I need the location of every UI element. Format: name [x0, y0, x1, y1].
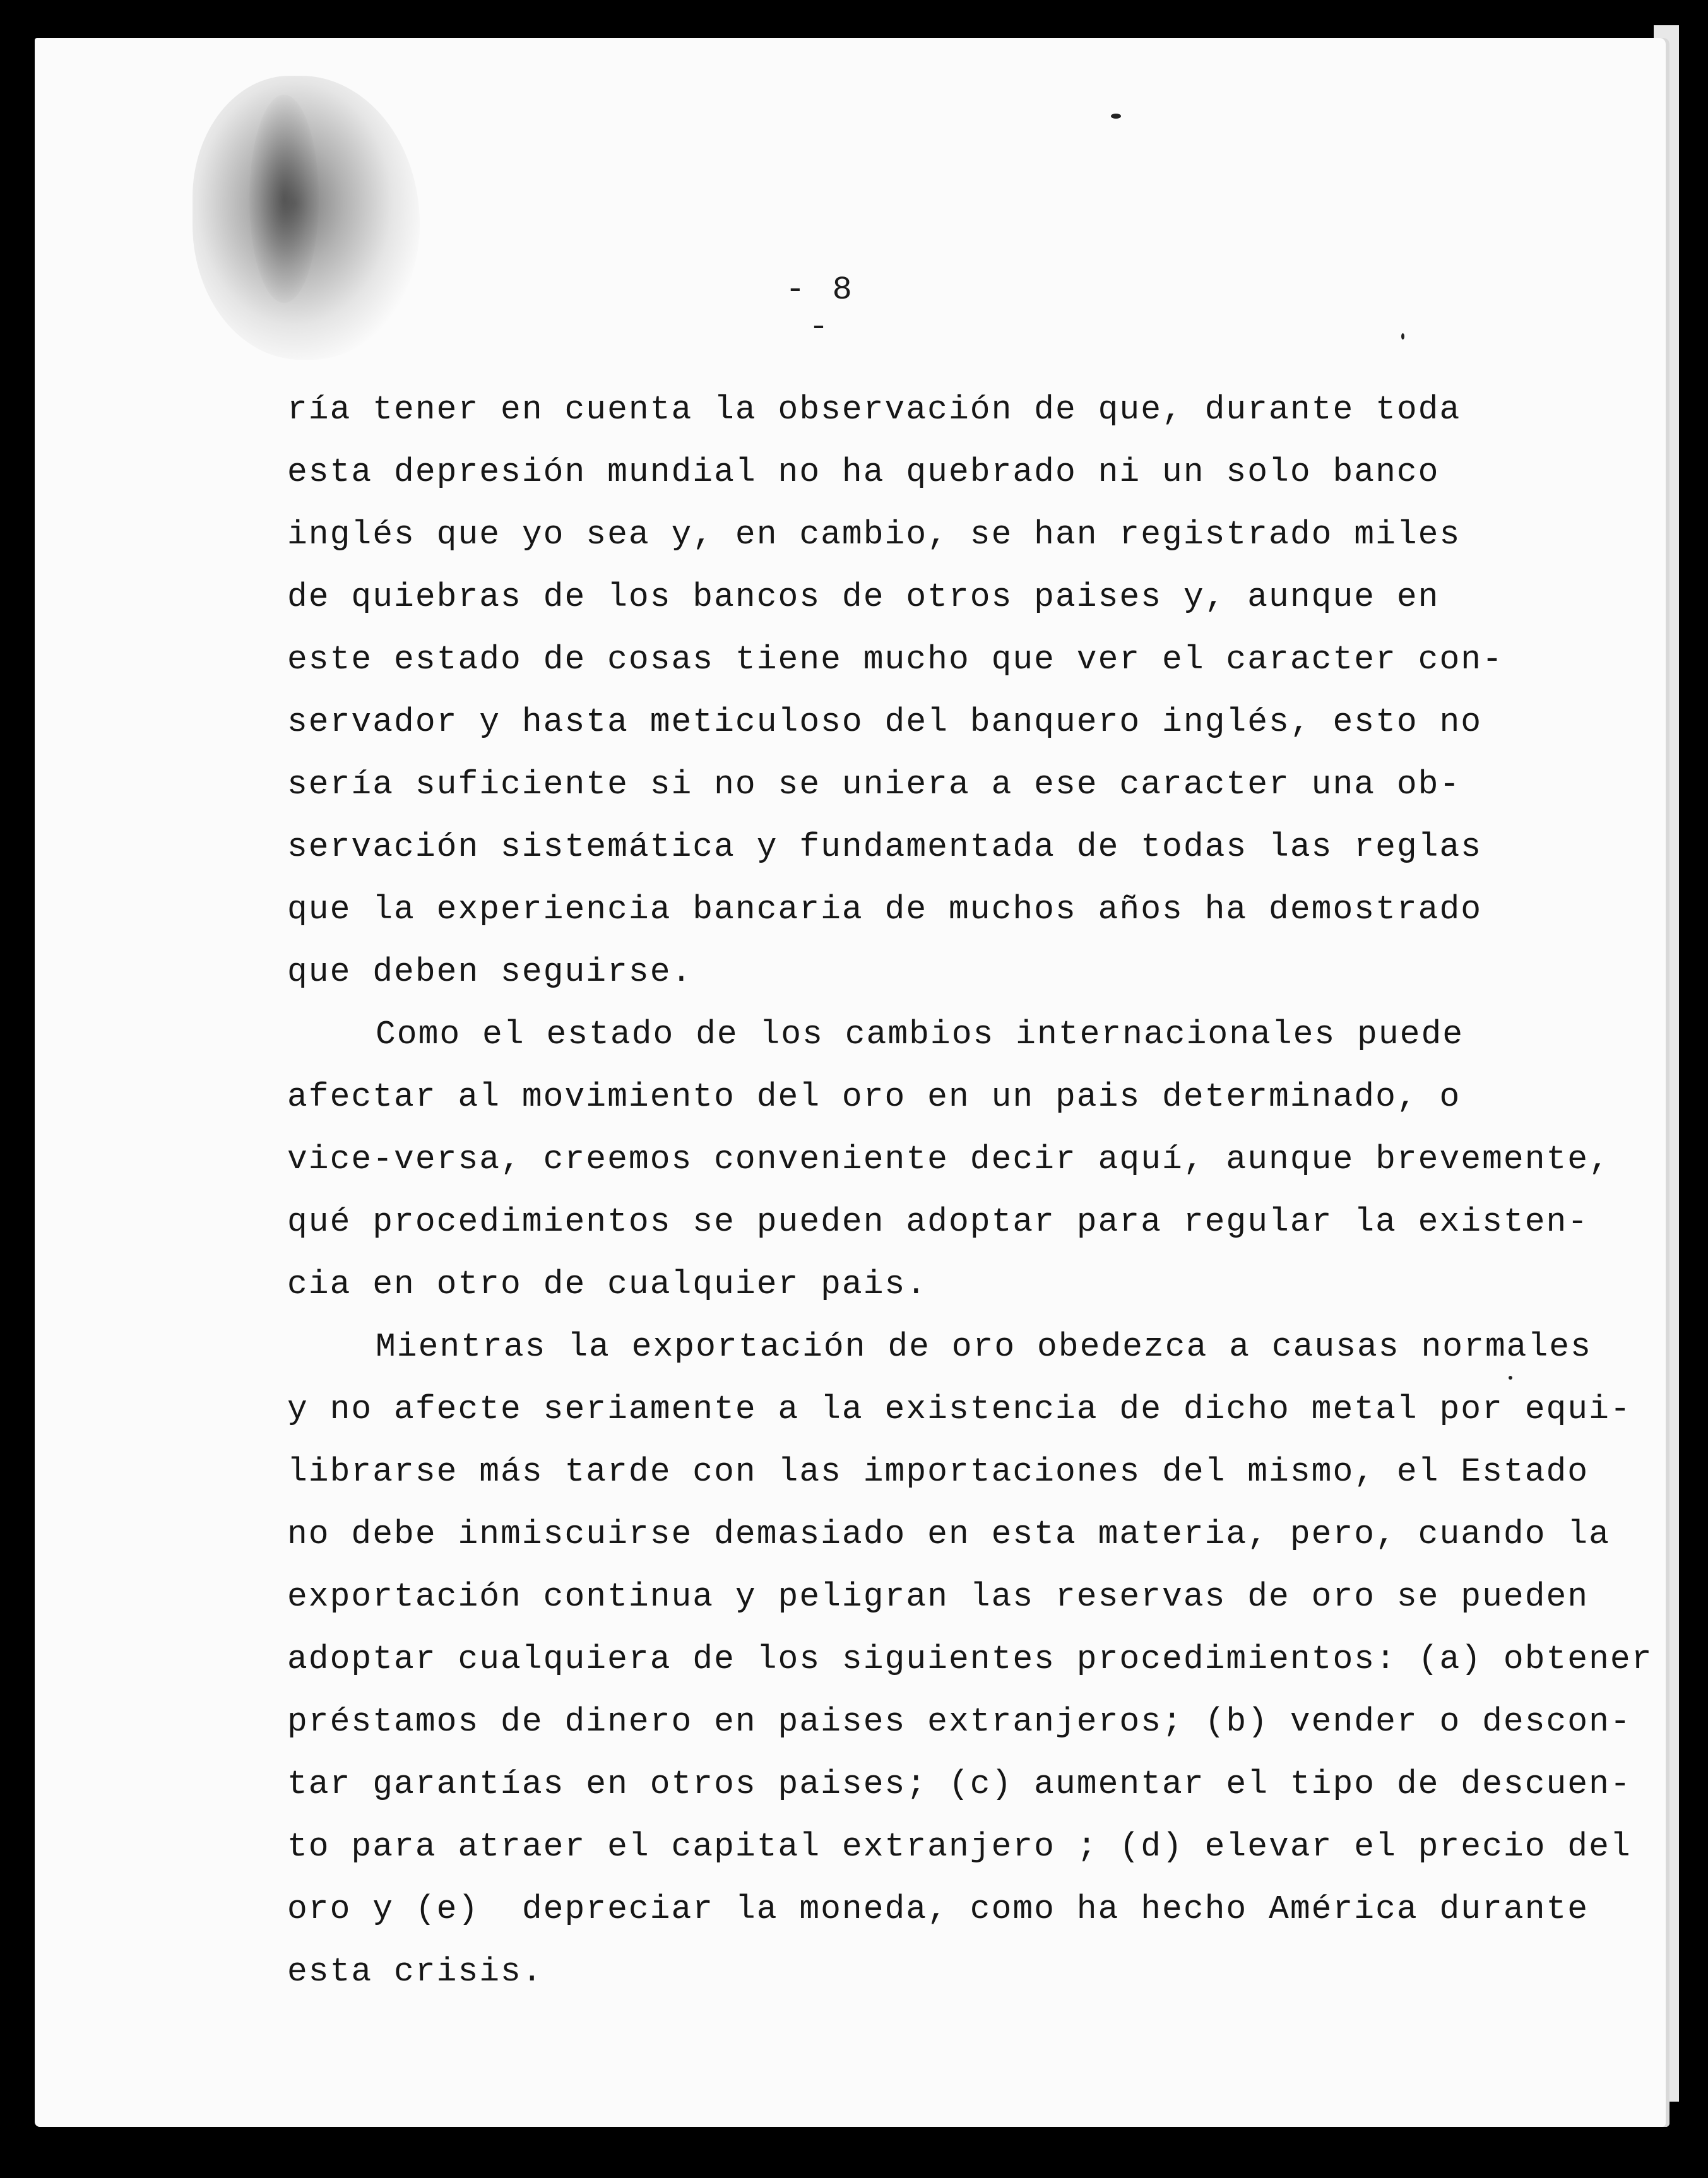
text-line: no debe inmiscuirse demasiado en esta materia, pero, cuando la [287, 1515, 1610, 1553]
text-line: servación sistemática y fundamentada de todas las reglas [287, 828, 1483, 866]
text-line: tar garantías en otros paises; (c) aumentar el tipo de descuen- [287, 1765, 1632, 1803]
text-line: to para atraer el capital extranjero ; (d) elevar el precio del [287, 1828, 1632, 1866]
text-line: de quiebras de los bancos de otros paises y, aunque en [287, 578, 1440, 616]
text-line: exportación continua y peligran las reservas de oro se pueden [287, 1578, 1589, 1616]
ink-smudge-core [249, 95, 319, 303]
text-line: y no afecte seriamente a la existencia de dicho metal por equi- [287, 1390, 1632, 1428]
ink-speck [1111, 114, 1121, 119]
text-line: qué procedimientos se pueden adoptar para regular la existen- [287, 1203, 1589, 1241]
text-line: este estado de cosas tiene mucho que ver el caracter con- [287, 641, 1503, 678]
text-line: inglés que yo sea y, en cambio, se han registrado miles [287, 516, 1461, 553]
text-line: préstamos de dinero en paises extranjeros; (b) vender o descon- [287, 1703, 1632, 1741]
document-body [287, 379, 1653, 2003]
paragraph-first-line: Como el estado de los cambios internacionales puede [376, 1015, 1464, 1053]
text-line: vice-versa, creemos conveniente decir aquí, aunque brevemente, [287, 1140, 1610, 1178]
text-line: servador y hasta meticuloso del banquero inglés, esto no [287, 703, 1483, 741]
paragraph-first-line: Mientras la exportación de oro obedezca a causas normales [376, 1328, 1592, 1366]
text-line: adoptar cualquiera de los siguientes procedimientos: (a) obtener [287, 1640, 1653, 1678]
text-line: esta crisis. [287, 1953, 543, 1991]
page-number: - 8 - [785, 271, 856, 346]
text-line: ría tener en cuenta la observación de que, durante toda [287, 391, 1461, 429]
text-line: cia en otro de cualquier pais. [287, 1265, 928, 1303]
text-line: sería suficiente si no se uniera a ese caracter una ob- [287, 766, 1461, 803]
text-line: que la experiencia bancaria de muchos años ha demostrado [287, 891, 1483, 928]
text-line: esta depresión mundial no ha quebrado ni un solo banco [287, 453, 1440, 491]
text-line: librarse más tarde con las importaciones del mismo, el Estado [287, 1453, 1589, 1491]
ink-speck [1401, 333, 1404, 340]
text-line: oro y (e) depreciar la moneda, como ha hecho América durante [287, 1890, 1589, 1928]
text-line: que deben seguirse. [287, 953, 693, 991]
text-line: afectar al movimiento del oro en un pais determinado, o [287, 1078, 1461, 1116]
